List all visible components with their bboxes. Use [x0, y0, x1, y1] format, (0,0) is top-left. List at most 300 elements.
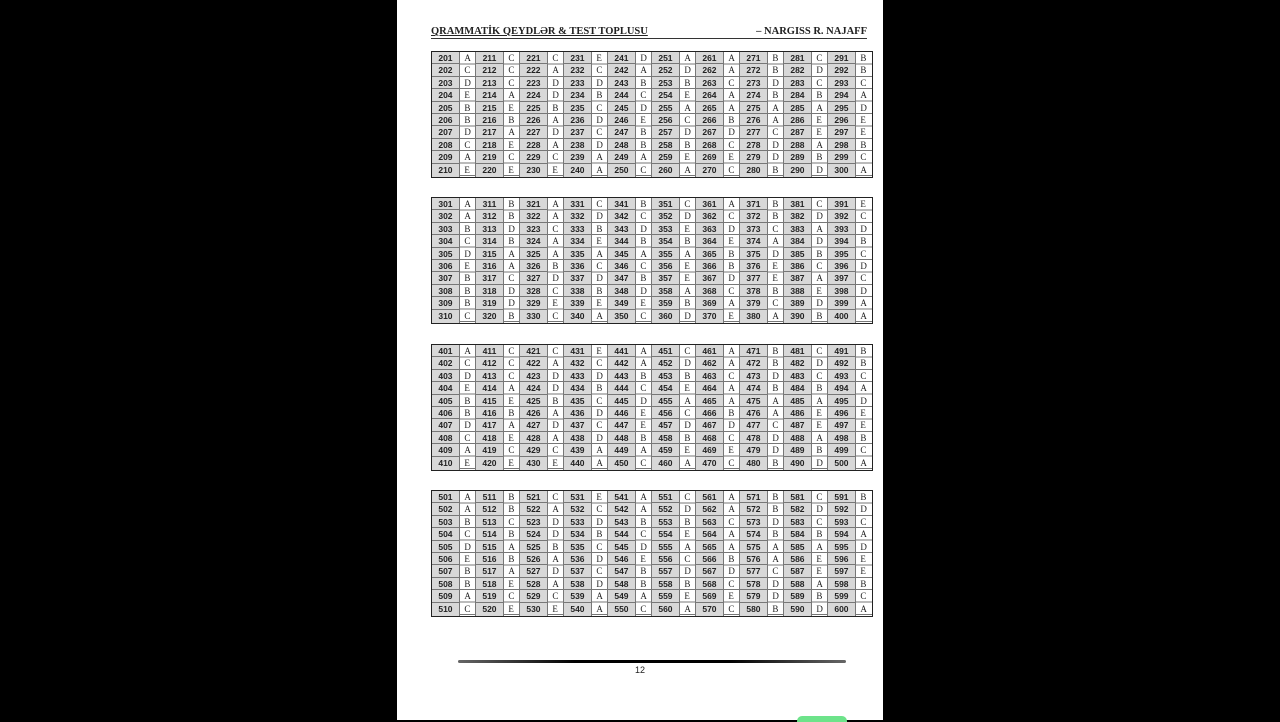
question-number-column: [432, 345, 460, 470]
question-number: 461: [696, 345, 723, 357]
question-number-column: [784, 345, 812, 470]
question-number: 312: [476, 210, 503, 222]
question-number: 206: [432, 114, 459, 126]
question-number: 484: [784, 382, 811, 394]
question-number: 251: [652, 52, 679, 64]
question-number: 377: [740, 272, 767, 284]
question-number-column: [696, 198, 724, 323]
page-number: 12: [634, 665, 645, 675]
answer-letters: AACAABDCEC: [728, 492, 735, 614]
answer-letters: BBDBAACDDB: [772, 492, 779, 614]
question-number: 400: [834, 310, 849, 321]
answer-column: [548, 491, 564, 616]
question-number: 347: [608, 272, 635, 284]
question-number: 292: [828, 64, 855, 76]
question-number: 287: [784, 126, 811, 138]
question-number: 262: [696, 64, 723, 76]
question-number: 582: [784, 503, 811, 515]
answer-letters: CCCAEBAECE: [508, 346, 515, 468]
footer-rule: [458, 660, 846, 663]
question-number: 294: [828, 89, 855, 101]
question-number: 286: [784, 114, 811, 126]
question-number: 429: [520, 444, 547, 456]
question-number: 343: [608, 223, 635, 235]
answer-letters: ACDEBBDCAE: [464, 346, 471, 468]
question-number: 217: [476, 126, 503, 138]
question-number: 355: [652, 248, 679, 260]
question-number-column: [520, 491, 548, 616]
question-number: 238: [564, 139, 591, 151]
answer-letters: CCCAEBAECE: [508, 53, 515, 175]
question-number: 368: [696, 285, 723, 297]
answer-letters: AABCDEBBAC: [464, 492, 471, 614]
question-number: 406: [432, 407, 459, 419]
question-number: 438: [564, 432, 591, 444]
question-number: 352: [652, 210, 679, 222]
question-number: 383: [784, 223, 811, 235]
question-number: 224: [520, 89, 547, 101]
question-number: 301: [432, 198, 459, 210]
question-number: 254: [652, 89, 679, 101]
question-number: 571: [740, 491, 767, 503]
question-number: 544: [608, 528, 635, 540]
question-number: 397: [828, 272, 855, 284]
question-number: 426: [520, 407, 547, 419]
question-number: 271: [740, 52, 767, 64]
question-number: 281: [784, 52, 811, 64]
question-number: 335: [564, 248, 591, 260]
question-number: 268: [696, 139, 723, 151]
question-number: 417: [476, 419, 503, 431]
question-number: 401: [432, 345, 459, 357]
question-number: 396: [828, 260, 855, 272]
question-number: 425: [520, 395, 547, 407]
question-number: 521: [520, 491, 547, 503]
question-number: 492: [828, 357, 855, 369]
question-number: 246: [608, 114, 635, 126]
question-number: 364: [696, 235, 723, 247]
answer-column: [768, 491, 784, 616]
question-number: 379: [740, 297, 767, 309]
question-number: 249: [608, 151, 635, 163]
question-number: 354: [652, 235, 679, 247]
question-number: 307: [432, 272, 459, 284]
question-number: 314: [476, 235, 503, 247]
question-number: 585: [784, 541, 811, 553]
answer-letters: ECDBCDCDAA: [596, 346, 603, 468]
question-number-column: [740, 491, 768, 616]
question-number: 376: [740, 260, 767, 272]
question-number-column: [432, 52, 460, 177]
question-number: 390: [790, 310, 805, 321]
question-number-column: [564, 345, 592, 470]
question-number: 439: [564, 444, 591, 456]
question-number: 284: [784, 89, 811, 101]
question-number: 363: [696, 223, 723, 235]
question-number: 277: [740, 126, 767, 138]
question-number: 304: [432, 235, 459, 247]
question-number: 573: [740, 516, 767, 528]
question-number: 472: [740, 357, 767, 369]
question-number: 240: [570, 164, 585, 175]
question-number: 230: [526, 164, 541, 175]
question-number: 415: [476, 395, 503, 407]
question-number: 463: [696, 370, 723, 382]
question-number: 244: [608, 89, 635, 101]
question-number: 595: [828, 541, 855, 553]
question-number: 381: [784, 198, 811, 210]
question-number: 351: [652, 198, 679, 210]
answer-letters: CDCBAEEABD: [816, 346, 823, 468]
question-number: 393: [828, 223, 855, 235]
answer-column: [812, 52, 828, 177]
question-number: 348: [608, 285, 635, 297]
question-number: 566: [696, 553, 723, 565]
question-number: 270: [702, 164, 717, 175]
question-number: 394: [828, 235, 855, 247]
question-number: 586: [784, 553, 811, 565]
question-number: 456: [652, 407, 679, 419]
question-number: 432: [564, 357, 591, 369]
question-number: 273: [740, 77, 767, 89]
question-number: 365: [696, 248, 723, 260]
question-number: 513: [476, 516, 503, 528]
question-number: 234: [564, 89, 591, 101]
question-number: 375: [740, 248, 767, 260]
question-number: 473: [740, 370, 767, 382]
answer-letters: ADBEACDBEA: [684, 53, 691, 175]
question-number: 316: [476, 260, 503, 272]
answer-letters: ACDEBBDCAE: [464, 53, 471, 175]
question-number: 542: [608, 503, 635, 515]
question-number: 488: [784, 432, 811, 444]
question-number: 205: [432, 102, 459, 114]
answer-column: [680, 198, 696, 323]
question-number: 458: [652, 432, 679, 444]
question-number: 487: [784, 419, 811, 431]
answer-column: [504, 491, 520, 616]
page-header: [431, 26, 867, 40]
question-number: 324: [520, 235, 547, 247]
answer-letters: AABCDEBBAC: [640, 492, 647, 614]
question-number: 495: [828, 395, 855, 407]
question-number: 532: [564, 503, 591, 515]
question-number: 474: [740, 382, 767, 394]
question-number: 501: [432, 491, 459, 503]
question-number: 345: [608, 248, 635, 260]
answer-letters: AACAABDCEC: [728, 346, 735, 468]
question-number: 512: [476, 503, 503, 515]
answer-letters: BBDBAACDDB: [508, 199, 515, 321]
answer-letters: AACAABDCEC: [728, 53, 735, 175]
question-number: 327: [520, 272, 547, 284]
answer-letters: CDADBCAEDB: [816, 199, 823, 321]
question-number: 308: [432, 285, 459, 297]
answer-letters: ECDBCDCDAA: [860, 199, 867, 321]
question-number: 454: [652, 382, 679, 394]
question-number: 367: [696, 272, 723, 284]
question-number: 479: [740, 444, 767, 456]
question-number: 459: [652, 444, 679, 456]
question-number: 358: [652, 285, 679, 297]
question-number: 418: [476, 432, 503, 444]
question-number: 328: [520, 285, 547, 297]
answer-column: [856, 52, 872, 177]
question-number: 598: [828, 578, 855, 590]
question-number: 499: [828, 444, 855, 456]
answer-column: [636, 52, 652, 177]
question-number: 562: [696, 503, 723, 515]
question-number: 420: [482, 457, 497, 468]
question-number: 428: [520, 432, 547, 444]
question-number: 452: [652, 357, 679, 369]
answer-column: [812, 491, 828, 616]
question-number: 535: [564, 541, 591, 553]
answer-column: [680, 491, 696, 616]
question-number: 500: [834, 457, 849, 468]
question-number: 356: [652, 260, 679, 272]
question-number: 318: [476, 285, 503, 297]
question-number: 589: [784, 590, 811, 602]
question-number: 413: [476, 370, 503, 382]
answer-column: [856, 198, 872, 323]
question-number-column: [784, 491, 812, 616]
answer-column: [592, 491, 608, 616]
question-number: 222: [520, 64, 547, 76]
question-number: 321: [520, 198, 547, 210]
question-number: 503: [432, 516, 459, 528]
question-number: 502: [432, 503, 459, 515]
question-number: 208: [432, 139, 459, 151]
question-number: 233: [564, 77, 591, 89]
question-number-column: [652, 491, 680, 616]
answer-column: [768, 52, 784, 177]
answer-column: [636, 198, 652, 323]
question-number: 545: [608, 541, 635, 553]
question-number-column: [696, 491, 724, 616]
question-number: 518: [476, 578, 503, 590]
question-number: 480: [746, 457, 761, 468]
answer-letters: ECDBCDCDAA: [596, 492, 603, 614]
question-number-column: [828, 345, 856, 470]
answer-letters: BDCADEEBCA: [860, 492, 867, 614]
question-number-column: [564, 491, 592, 616]
question-number: 537: [564, 565, 591, 577]
question-number: 557: [652, 565, 679, 577]
question-number-column: [432, 198, 460, 323]
question-number: 280: [746, 164, 761, 175]
answer-letters: DABCDEBBAC: [640, 53, 647, 175]
question-number: 528: [520, 578, 547, 590]
question-number: 305: [432, 248, 459, 260]
question-number: 272: [740, 64, 767, 76]
question-number: 380: [746, 310, 761, 321]
question-number: 370: [702, 310, 717, 321]
question-number: 387: [784, 272, 811, 284]
question-number: 546: [608, 553, 635, 565]
answer-column: [504, 52, 520, 177]
question-number-column: [476, 345, 504, 470]
question-number: 373: [740, 223, 767, 235]
answer-column: [636, 345, 652, 470]
question-number: 446: [608, 407, 635, 419]
question-number: 213: [476, 77, 503, 89]
question-number: 256: [652, 114, 679, 126]
question-number: 398: [828, 285, 855, 297]
question-number: 437: [564, 419, 591, 431]
question-number: 409: [432, 444, 459, 456]
question-number: 334: [564, 235, 591, 247]
answer-letters: BCDBACBDEC: [640, 199, 647, 321]
question-number: 288: [784, 139, 811, 151]
question-number: 339: [564, 297, 591, 309]
question-number: 449: [608, 444, 635, 456]
question-number: 460: [658, 457, 673, 468]
question-number: 332: [564, 210, 591, 222]
answer-column: [724, 52, 740, 177]
question-number: 600: [834, 603, 849, 614]
question-number: 443: [608, 370, 635, 382]
question-number: 319: [476, 297, 503, 309]
question-number: 519: [476, 590, 503, 602]
question-number: 599: [828, 590, 855, 602]
question-number: 315: [476, 248, 503, 260]
question-number: 236: [564, 114, 591, 126]
question-number: 520: [482, 603, 497, 614]
question-number: 212: [476, 64, 503, 76]
header-author: – NARGISS R. NAJAFF: [756, 26, 867, 37]
question-number: 293: [828, 77, 855, 89]
question-number-column: [476, 491, 504, 616]
question-number: 587: [784, 565, 811, 577]
answer-letters: AABCDEBBBC: [464, 199, 471, 321]
question-number: 489: [784, 444, 811, 456]
question-number-column: [652, 198, 680, 323]
answer-column: [680, 345, 696, 470]
question-number-column: [520, 52, 548, 177]
question-number: 436: [564, 407, 591, 419]
question-number: 482: [784, 357, 811, 369]
question-number: 579: [740, 590, 767, 602]
question-number: 465: [696, 395, 723, 407]
question-number: 340: [570, 310, 585, 321]
answer-letters: CADDBADACE: [552, 492, 559, 614]
question-number: 297: [828, 126, 855, 138]
question-number-column: [520, 345, 548, 470]
question-number-column: [564, 52, 592, 177]
header-title: QRAMMATİK QEYDLƏR & TEST TOPLUSU: [431, 26, 648, 37]
answer-column: [460, 491, 476, 616]
question-number: 219: [476, 151, 503, 163]
question-number: 202: [432, 64, 459, 76]
question-number: 490: [790, 457, 805, 468]
answer-table-301-400: [431, 197, 873, 324]
question-number: 330: [526, 310, 541, 321]
question-number: 551: [652, 491, 679, 503]
answer-column: [724, 345, 740, 470]
question-number: 404: [432, 382, 459, 394]
question-number: 530: [526, 603, 541, 614]
question-number: 550: [614, 603, 629, 614]
answer-letters: BBCBABAECE: [508, 492, 515, 614]
answer-letters: AACAABDCEC: [552, 199, 559, 321]
question-number: 576: [740, 553, 767, 565]
question-number: 220: [482, 164, 497, 175]
question-number: 322: [520, 210, 547, 222]
question-number: 228: [520, 139, 547, 151]
question-number: 541: [608, 491, 635, 503]
question-number: 235: [564, 102, 591, 114]
question-number: 572: [740, 503, 767, 515]
answer-column: [856, 345, 872, 470]
question-number: 392: [828, 210, 855, 222]
question-number: 476: [740, 407, 767, 419]
question-number-column: [476, 198, 504, 323]
question-number-column: [740, 345, 768, 470]
answer-letters: BBDBAACDDB: [772, 346, 779, 468]
answer-column: [460, 345, 476, 470]
question-number-column: [608, 52, 636, 177]
question-number: 448: [608, 432, 635, 444]
question-number: 325: [520, 248, 547, 260]
question-number: 523: [520, 516, 547, 528]
question-number: 451: [652, 345, 679, 357]
question-number: 366: [696, 260, 723, 272]
question-number: 547: [608, 565, 635, 577]
question-number: 467: [696, 419, 723, 431]
question-number: 515: [476, 541, 503, 553]
answer-letters: ACDEBBDCAE: [728, 199, 735, 321]
question-number: 493: [828, 370, 855, 382]
question-number: 538: [564, 578, 591, 590]
question-number: 313: [476, 223, 503, 235]
question-number: 483: [784, 370, 811, 382]
question-number: 259: [652, 151, 679, 163]
question-number: 276: [740, 114, 767, 126]
green-overlay-button[interactable]: [797, 716, 847, 722]
question-number-column: [652, 52, 680, 177]
question-number: 303: [432, 223, 459, 235]
question-number: 578: [740, 578, 767, 590]
question-number: 510: [438, 603, 453, 614]
question-number: 302: [432, 210, 459, 222]
question-number-column: [696, 345, 724, 470]
question-number: 471: [740, 345, 767, 357]
question-number: 241: [608, 52, 635, 64]
question-number: 477: [740, 419, 767, 431]
question-number: 283: [784, 77, 811, 89]
question-number: 359: [652, 297, 679, 309]
question-number: 570: [702, 603, 717, 614]
question-number: 527: [520, 565, 547, 577]
question-number: 421: [520, 345, 547, 357]
question-number: 496: [828, 407, 855, 419]
question-number: 237: [564, 126, 591, 138]
question-number: 593: [828, 516, 855, 528]
answer-letters: CDCBAEEABD: [816, 492, 823, 614]
question-number: 298: [828, 139, 855, 151]
question-number: 247: [608, 126, 635, 138]
question-number: 445: [608, 395, 635, 407]
question-number: 279: [740, 151, 767, 163]
question-number: 548: [608, 578, 635, 590]
question-number: 442: [608, 357, 635, 369]
question-number: 410: [438, 457, 453, 468]
question-number: 310: [438, 310, 453, 321]
question-number: 423: [520, 370, 547, 382]
question-number: 577: [740, 565, 767, 577]
question-number: 581: [784, 491, 811, 503]
